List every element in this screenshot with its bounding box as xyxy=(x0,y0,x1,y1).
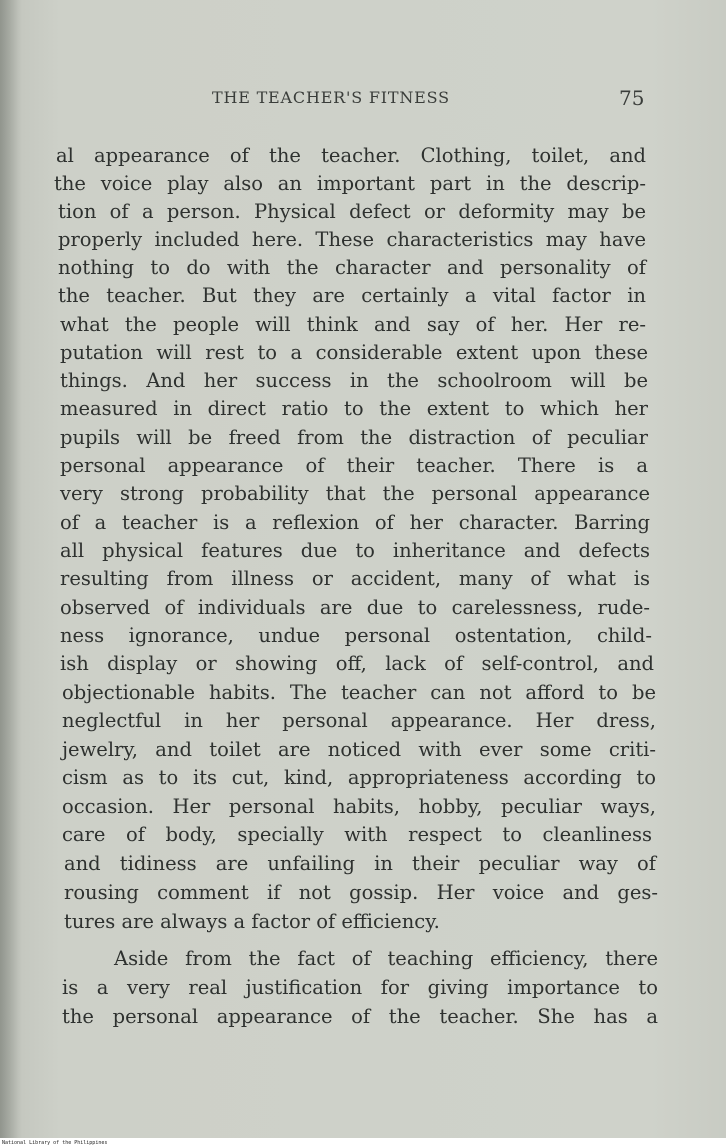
text-line: measured in direct ratio to the extent to which her xyxy=(60,397,648,420)
page-header xyxy=(0,86,726,116)
text-line: pupils will be freed from the distraction of peculiar xyxy=(60,426,648,449)
text-line: the voice play also an important part in the descrip- xyxy=(54,172,646,195)
library-credit: National Library of the Philippines xyxy=(2,1140,108,1146)
text-line: very strong probability that the personal appearance xyxy=(60,482,650,505)
text-line: ish display or showing off, lack of self-control, and xyxy=(60,652,654,675)
text-line: nothing to do with the character and personality of xyxy=(58,256,646,279)
text-line: neglectful in her personal appearance. Her dress, xyxy=(62,709,656,732)
text-line: tures are always a factor of efficiency. xyxy=(64,910,440,933)
text-line: things. And her success in the schoolroom will be xyxy=(60,369,648,392)
text-line: properly included here. These characteristics may have xyxy=(58,228,646,251)
text-line: care of body, specially with respect to cleanliness xyxy=(62,823,652,846)
text-line: observed of individuals are due to carelessness, rude- xyxy=(60,596,650,619)
text-line: is a very real justification for giving importance to xyxy=(62,976,658,999)
text-line: ness ignorance, undue personal ostentation, child- xyxy=(60,624,652,647)
text-line: of a teacher is a reflexion of her character. Barring xyxy=(60,511,650,534)
text-line: putation will rest to a considerable extent upon these xyxy=(60,341,648,364)
text-line: rousing comment if not gossip. Her voice and ges- xyxy=(64,881,658,904)
text-line: tion of a person. Physical defect or deformity may be xyxy=(58,200,646,223)
text-line: all physical features due to inheritance and defects xyxy=(60,539,650,562)
text-line: Aside from the fact of teaching efficiency, there xyxy=(114,947,658,970)
text-line: and tidiness are unfailing in their peculiar way of xyxy=(64,852,656,875)
running-head: THE TEACHER'S FITNESS xyxy=(212,88,450,107)
text-line: objectionable habits. The teacher can not afford to be xyxy=(62,681,656,704)
scan-footer xyxy=(0,1138,726,1148)
text-line: resulting from illness or accident, many of what is xyxy=(60,567,650,590)
page-number: 75 xyxy=(619,86,645,110)
text-line: personal appearance of their teacher. There is a xyxy=(60,454,648,477)
text-line: occasion. Her personal habits, hobby, peculiar ways, xyxy=(62,795,656,818)
text-line: what the people will think and say of her. Her re- xyxy=(60,313,646,336)
text-line: cism as to its cut, kind, appropriateness according to xyxy=(62,766,656,789)
text-line: al appearance of the teacher. Clothing, toilet, and xyxy=(56,144,646,167)
text-line: the teacher. But they are certainly a vital factor in xyxy=(58,284,646,307)
text-line: the personal appearance of the teacher. She has a xyxy=(62,1005,658,1028)
text-line: jewelry, and toilet are noticed with ever some criti- xyxy=(62,738,656,761)
